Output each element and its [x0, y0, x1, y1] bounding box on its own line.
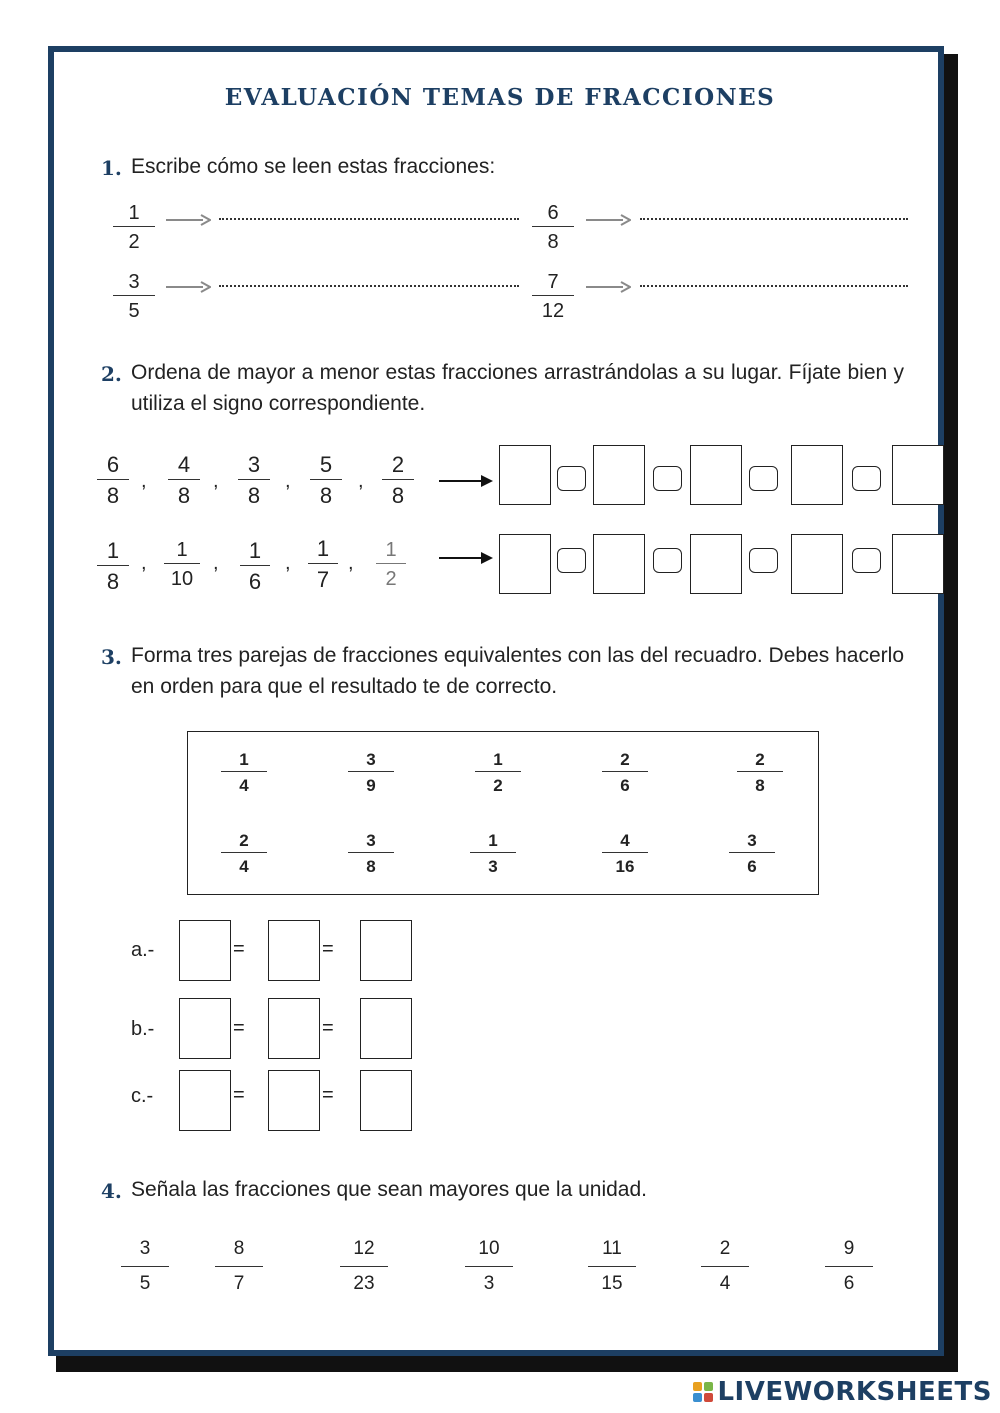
answer-line[interactable]	[219, 218, 519, 220]
panel-fraction[interactable]: 1 4	[221, 751, 267, 794]
q2-fraction[interactable]: 1 8	[97, 540, 129, 593]
panel-fraction[interactable]: 2 4	[221, 832, 267, 875]
equals-sign: =	[233, 1084, 245, 1106]
logo-grid-icon	[693, 1382, 713, 1402]
drop-box[interactable]	[892, 445, 944, 505]
q4-fraction[interactable]: 9 6	[825, 1239, 873, 1293]
question-3-text: Forma tres parejas de fracciones equivalentes con las del recuadro. Debes hacerlo en orden para que el resultado te de correcto.	[131, 644, 904, 698]
drop-box[interactable]	[791, 534, 843, 594]
comma: ,	[285, 552, 291, 574]
panel-fraction[interactable]: 3 9	[348, 751, 394, 794]
equals-sign: =	[322, 938, 334, 960]
comma: ,	[348, 552, 354, 574]
q2-fraction[interactable]: 3 8	[238, 454, 270, 507]
comma: ,	[213, 552, 219, 574]
answer-box[interactable]	[268, 1070, 320, 1131]
equals-sign: =	[322, 1017, 334, 1039]
answer-line[interactable]	[640, 285, 908, 287]
question-1-text: Escribe cómo se leen estas fracciones:	[131, 155, 496, 178]
q1-fraction: 6 8	[532, 203, 574, 252]
answer-box[interactable]	[360, 920, 412, 981]
arrow-right-icon	[585, 280, 631, 294]
answer-box[interactable]	[268, 998, 320, 1059]
q2-fraction[interactable]: 1 2	[376, 540, 406, 589]
q4-fraction[interactable]: 10 3	[465, 1239, 513, 1293]
sign-drop-box[interactable]	[557, 466, 586, 491]
sign-drop-box[interactable]	[852, 548, 881, 573]
panel-fraction[interactable]: 2 6	[602, 751, 648, 794]
panel-fraction[interactable]: 1 2	[475, 751, 521, 794]
page-title: EVALUACIÓN TEMAS DE FRACCIONES	[224, 84, 776, 111]
answer-box[interactable]	[268, 920, 320, 981]
arrow-right-icon	[438, 550, 494, 566]
q4-fraction[interactable]: 11 15	[588, 1239, 636, 1293]
q2-fraction[interactable]: 5 8	[310, 454, 342, 507]
q2-fraction[interactable]: 6 8	[97, 454, 129, 507]
q1-fraction: 3 5	[113, 272, 155, 321]
drop-box[interactable]	[593, 445, 645, 505]
row-label-b: b.-	[131, 1018, 155, 1040]
sign-drop-box[interactable]	[749, 466, 778, 491]
question-4-number: 4.	[101, 1179, 122, 1203]
question-2-number: 2.	[101, 362, 122, 386]
comma: ,	[141, 470, 147, 492]
q1-fraction: 1 2	[113, 203, 155, 252]
panel-fraction[interactable]: 1 3	[470, 832, 516, 875]
arrow-right-icon	[585, 213, 631, 227]
panel-fraction[interactable]: 3 8	[348, 832, 394, 875]
sign-drop-box[interactable]	[653, 548, 682, 573]
comma: ,	[285, 470, 291, 492]
sign-drop-box[interactable]	[557, 548, 586, 573]
question-1-number: 1.	[101, 156, 122, 180]
arrow-right-icon	[438, 473, 494, 489]
answer-box[interactable]	[360, 998, 412, 1059]
equals-sign: =	[233, 938, 245, 960]
equals-sign: =	[233, 1017, 245, 1039]
drop-box[interactable]	[593, 534, 645, 594]
drop-box[interactable]	[892, 534, 944, 594]
drop-box[interactable]	[499, 534, 551, 594]
drop-box[interactable]	[499, 445, 551, 505]
row-label-a: a.-	[131, 939, 155, 961]
question-2-text: Ordena de mayor a menor estas fracciones arrastrándolas a su lugar. Fíjate bien y utiliza el signo correspondiente.	[131, 361, 904, 415]
panel-fraction[interactable]: 4 16	[602, 832, 648, 875]
row-label-c: c.-	[131, 1085, 154, 1107]
q4-fraction[interactable]: 3 5	[121, 1239, 169, 1293]
question-3-number: 3.	[101, 645, 122, 669]
arrow-right-icon	[165, 280, 211, 294]
q1-fraction: 7 12	[532, 272, 574, 321]
sign-drop-box[interactable]	[749, 548, 778, 573]
question-4-text: Señala las fracciones que sean mayores que la unidad.	[131, 1178, 647, 1201]
q2-fraction[interactable]: 4 8	[168, 454, 200, 507]
drop-box[interactable]	[690, 445, 742, 505]
answer-box[interactable]	[179, 998, 231, 1059]
liveworksheets-logo	[693, 1377, 992, 1407]
comma: ,	[358, 470, 364, 492]
arrow-right-icon	[165, 213, 211, 227]
q4-fraction[interactable]: 12 23	[340, 1239, 388, 1293]
q2-fraction[interactable]: 1 7	[308, 538, 338, 591]
comma: ,	[213, 470, 219, 492]
answer-box[interactable]	[360, 1070, 412, 1131]
answer-box[interactable]	[179, 920, 231, 981]
answer-line[interactable]	[640, 218, 908, 220]
brand-name: LIVEWORKSHEETS	[717, 1377, 992, 1407]
panel-fraction[interactable]: 2 8	[737, 751, 783, 794]
q4-fraction[interactable]: 2 4	[701, 1239, 749, 1293]
q2-fraction[interactable]: 1 10	[164, 540, 200, 589]
q2-fraction[interactable]: 2 8	[382, 454, 414, 507]
comma: ,	[141, 552, 147, 574]
sign-drop-box[interactable]	[852, 466, 881, 491]
drop-box[interactable]	[791, 445, 843, 505]
answer-box[interactable]	[179, 1070, 231, 1131]
drop-box[interactable]	[690, 534, 742, 594]
q4-fraction[interactable]: 8 7	[215, 1239, 263, 1293]
sign-drop-box[interactable]	[653, 466, 682, 491]
equals-sign: =	[322, 1084, 334, 1106]
panel-fraction[interactable]: 3 6	[729, 832, 775, 875]
answer-line[interactable]	[219, 285, 519, 287]
q2-fraction[interactable]: 1 6	[240, 540, 270, 593]
